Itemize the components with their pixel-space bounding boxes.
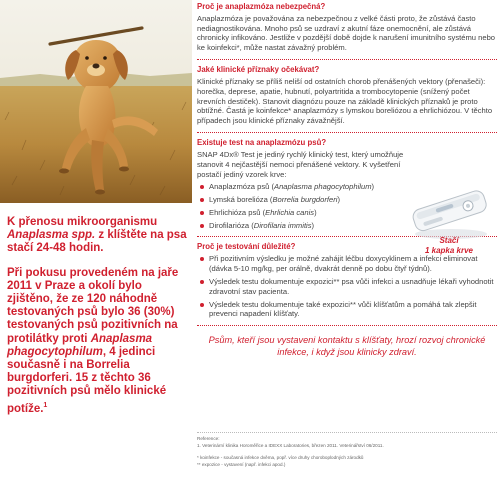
footnote-coinfection: * koinfekce - současná infekce dvěma, popř. více druhy choroboplodných zárodků [197, 455, 364, 460]
footer-divider [197, 432, 497, 433]
list-item [197, 208, 397, 218]
pull-quote: Psům, kteří jsou vystaveni kontaktu s klíšťaty, hrozí rozvoj chronické infekce, i když jsou klinicky zdraví. [208, 335, 486, 357]
list-item [197, 195, 397, 205]
list-item: Výsledek testu dokumentuje také expozici** vůči klíšťatům a pomáhá tak zlepšit prevenci napadení klíšťaty. [197, 300, 497, 320]
reference-label: Reference: [197, 436, 220, 441]
caption-line-1: Stačí [439, 236, 459, 246]
text-run: Ehrlichióza psů ( [209, 207, 266, 217]
text-run: ) [311, 220, 315, 230]
section-body-danger: Anaplazmóza je považována za nebezpečnou z velké části proto, že zůstává často nediagnostikována. Mnoho psů se uzdraví z akutní fáze onemocnění, ale zůstává chronicky infikováno. Jestliže v pozdější době dojde k narušení imunitního systému nebo ke koinfekci*, může nastat závažný problém. [197, 14, 496, 52]
italic-term: Ehrlichia canis [265, 207, 315, 217]
right-column [197, 2, 497, 358]
text-run: z klíštěte na psa stačí 24-48 hodin. [7, 229, 187, 255]
disease-list [197, 182, 397, 230]
text-run: ) [371, 182, 375, 192]
section-title-danger: Proč je anaplazmóza nebezpečná? [197, 2, 326, 11]
section-divider [197, 132, 497, 133]
snap-test-device-icon [407, 178, 491, 244]
italic-term: Anaplasma phagocytophilum [7, 332, 153, 358]
list-item: Výsledek testu dokumentuje expozici** psa vůči infekci a usnadňuje lékaři vyhodnotit zdravotní stav pacienta. [197, 277, 497, 297]
list-item [197, 182, 397, 192]
text-run: ) [337, 194, 340, 204]
footnote-exposure: ** expozice - vystavení (např. infekci apod.) [197, 462, 286, 467]
italic-term: Anaplasma phagocytophilum [274, 182, 372, 192]
reference-1: 1. Veterinární klinika Horoměřice a IDEXX Laboratories, březen 2011. Veterinářství 06/2011. [197, 443, 384, 448]
section-title-why: Proč je testování důležité? [197, 242, 296, 252]
list-item [197, 221, 397, 231]
one-drop-caption [409, 236, 489, 255]
left-callout [7, 216, 189, 427]
caption-line-2: 1 kapka krve [424, 245, 474, 255]
study-text [7, 267, 189, 416]
section-title-signs: Jaké klinické příznaky očekávat? [197, 65, 320, 75]
text-run: Lymská borelióza ( [209, 194, 273, 204]
footer-references [197, 430, 497, 469]
dog-running-photo [0, 0, 192, 203]
section-body-test: SNAP 4Dx® Test je jediný rychlý klinický test, který umožňuje stanovit 4 nejčastější nemoci přenášené vektory. K vyšetření postačí jediný vzorek krve: [197, 150, 404, 179]
italic-term: Borrelia burgdorferi [272, 194, 338, 204]
text-run: Anaplazmóza psů ( [209, 182, 275, 192]
section-divider [197, 325, 497, 326]
text-run: ) [314, 207, 317, 217]
text-run: Dirofilarióza ( [209, 220, 254, 230]
section-body-signs: Klinické příznaky se příliš neliší od ostatních chorob přenášených vektory (přenašeči): horečka, deprese, apatie, hubnutí, polyartritida a trombocytopenie (snížený počet krevních destiček). Stanovit diagnózu pouze na základě klinických příznaků je proto obtížné. Častá je koinfekce* anaplazmózy s lymskou boreliózou a ehrlichiózou. V těchto případech jsou klinické příznaky závažnější. [197, 77, 493, 125]
text-run: , 4 jedinci současně i na Borrelia burgdorferi. 15 z těchto 36 pozitivních psů mělo klinické potíže. [7, 345, 167, 415]
section-divider [197, 59, 497, 60]
testing-benefits-list [197, 254, 497, 319]
list-item: Při pozitivním výsledku je možné zahájit léčbu doxycyklinem a infekci eliminovat (dávka 5-10 mg/kg, per orálně, dvakrát denně po dobu čtyř týdnů). [197, 254, 497, 274]
footnote-marker: 1 [43, 401, 48, 409]
italic-term: Dirofilaria immitis [253, 220, 312, 230]
text-run: Při pokusu provedeném na jaře 2011 v Praze a okolí bylo zjištěno, že ze 120 náhodně testovaných psů bylo 36 (30%) testovaných psů pozitivních na protilátky proti [7, 266, 179, 345]
italic-term: Anaplasma spp. [7, 229, 96, 242]
section-title-test: Existuje test na anaplazmózu psů? [197, 138, 327, 148]
left-column [0, 0, 192, 500]
transmission-text [7, 216, 189, 256]
text-run: K přenosu mikroorganismu [7, 216, 158, 228]
